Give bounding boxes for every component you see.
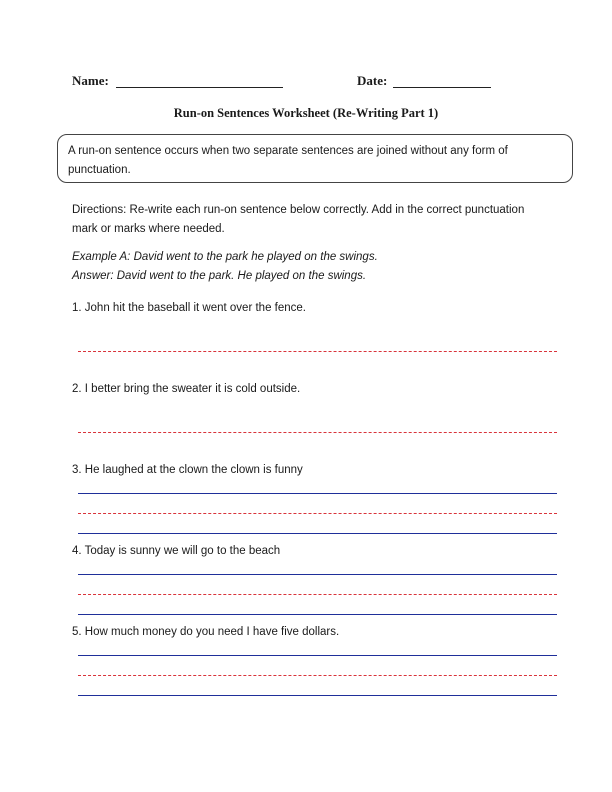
answer-line-4-bottom[interactable]: [78, 614, 557, 615]
example-answer: Answer: David went to the park. He played on the swings.: [72, 270, 367, 282]
definition-text: A run-on sentence occurs when two separate sentences are joined without any form of punctuation.: [68, 145, 508, 176]
directions-text: Directions: Re-write each run-on sentence below correctly. Add in the correct punctuation mark or marks where needed.: [72, 204, 525, 235]
answer-line-5-bottom[interactable]: [78, 695, 557, 696]
answer-line-3-bottom[interactable]: [78, 533, 557, 534]
date-field-line[interactable]: [393, 87, 491, 88]
definition-box: [57, 134, 573, 183]
question-3: 3. He laughed at the clown the clown is funny: [72, 464, 303, 476]
header-row: [0, 70, 612, 90]
answer-line-4-top[interactable]: [78, 574, 557, 575]
answer-line-4-dashed[interactable]: [78, 594, 557, 595]
answer-line-2-dashed[interactable]: [78, 432, 557, 433]
date-label: Date:: [357, 73, 388, 88]
name-label: Name:: [72, 73, 109, 88]
answer-line-1-dashed[interactable]: [78, 351, 557, 352]
question-2: 2. I better bring the sweater it is cold outside.: [72, 383, 301, 395]
question-1: 1. John hit the baseball it went over the fence.: [72, 302, 306, 314]
example-block: [72, 248, 552, 286]
question-5: 5. How much money do you need I have five dollars.: [72, 626, 340, 638]
answer-line-5-top[interactable]: [78, 655, 557, 656]
worksheet-title: Run-on Sentences Worksheet (Re-Writing Part 1): [173, 106, 439, 120]
name-field-line[interactable]: [116, 87, 283, 88]
example-prompt: Example A: David went to the park he played on the swings.: [72, 251, 378, 263]
answer-line-5-dashed[interactable]: [78, 675, 557, 676]
question-4: 4. Today is sunny we will go to the beach: [72, 545, 281, 557]
answer-line-3-top[interactable]: [78, 493, 557, 494]
answer-line-3-dashed[interactable]: [78, 513, 557, 514]
